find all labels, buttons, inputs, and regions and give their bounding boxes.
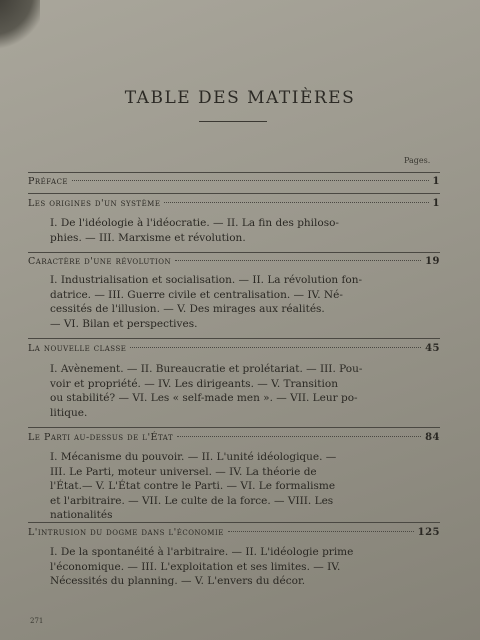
pages-column-label: Pages. bbox=[404, 156, 431, 165]
toc-entry-parti[interactable] bbox=[28, 432, 440, 443]
separator bbox=[28, 522, 440, 523]
entry-title: Caractère d'une révolution bbox=[28, 256, 172, 267]
entry-page-number: 1 bbox=[432, 176, 440, 187]
summary-line: phies. — III. Marxisme et révolution. bbox=[50, 231, 246, 244]
entry-title: La nouvelle classe bbox=[28, 343, 127, 354]
separator bbox=[28, 427, 440, 428]
summary-line: nationalités bbox=[50, 509, 113, 521]
separator bbox=[28, 338, 440, 339]
summary-line: ou stabilité? — VI. Les « self-made men ». — VII. Leur po- bbox=[50, 392, 358, 404]
entry-summary bbox=[50, 545, 416, 589]
toc-entry-origines[interactable] bbox=[28, 198, 440, 209]
summary-line: Nécessités du planning. — V. L'envers du décor. bbox=[50, 575, 306, 587]
entry-summary bbox=[50, 362, 416, 420]
entry-page-number: 45 bbox=[425, 343, 440, 354]
toc-entry-caractere[interactable] bbox=[28, 256, 440, 267]
page-number-footer: 271 bbox=[30, 617, 44, 625]
summary-line: I. Industrialisation et socialisation. — II. La révolution fon- bbox=[50, 274, 363, 286]
summary-line: l'économique. — III. L'exploitation et ses limites. — IV. bbox=[50, 560, 341, 573]
dot-leader bbox=[72, 180, 428, 181]
dot-leader bbox=[228, 531, 414, 532]
summary-line: I. Mécanisme du pouvoir. — II. L'unité idéologique. — bbox=[50, 451, 337, 463]
summary-line: cessités de l'illusion. — V. Des mirages aux réalités. bbox=[50, 303, 325, 315]
dot-leader bbox=[175, 260, 421, 261]
separator bbox=[28, 252, 440, 253]
title-rule bbox=[199, 121, 267, 122]
summary-line: datrice. — III. Guerre civile et centralisation. — IV. Né- bbox=[50, 288, 343, 301]
summary-line: et l'arbitraire. — VII. Le culte de la force. — VIII. Les bbox=[50, 494, 334, 507]
dot-leader bbox=[177, 436, 421, 437]
separator bbox=[28, 172, 440, 173]
summary-line: I. De la spontanéité à l'arbitraire. — II. L'idéologie prime bbox=[50, 546, 354, 558]
entry-title: Préface bbox=[28, 176, 69, 187]
toc-entry-nouvelle-classe[interactable] bbox=[28, 343, 440, 354]
dot-leader bbox=[130, 347, 421, 348]
entry-summary bbox=[50, 273, 416, 331]
entry-page-number: 84 bbox=[425, 432, 440, 443]
entry-page-number: 19 bbox=[425, 256, 440, 267]
toc-entry-intrusion[interactable] bbox=[28, 527, 440, 538]
summary-line: I. Avènement. — II. Bureaucratie et prolétariat. — III. Pou- bbox=[50, 363, 363, 375]
toc-entry-preface[interactable] bbox=[28, 176, 440, 187]
summary-line: voir et propriété. — IV. Les dirigeants. — V. Transition bbox=[50, 377, 338, 390]
entry-title: Le Parti au-dessus de l'État bbox=[28, 432, 174, 443]
entry-title: Les origines d'un système bbox=[28, 198, 161, 209]
separator bbox=[28, 193, 440, 194]
summary-line: litique. bbox=[50, 406, 88, 419]
entry-summary bbox=[50, 216, 416, 245]
entry-summary bbox=[50, 450, 416, 523]
shadow-corner bbox=[0, 0, 40, 50]
summary-line: l'État.— V. L'État contre le Parti. — VI. Le formalisme bbox=[50, 480, 336, 492]
summary-line: I. De l'idéologie à l'idéocratie. — II. La fin des philoso- bbox=[50, 217, 339, 229]
dot-leader bbox=[164, 202, 428, 203]
summary-line: III. Le Parti, moteur universel. — IV. La théorie de bbox=[50, 465, 317, 478]
entry-title: L'intrusion du dogme dans l'économie bbox=[28, 527, 224, 538]
summary-line: — VI. Bilan et perspectives. bbox=[50, 317, 198, 330]
entry-page-number: 1 bbox=[432, 198, 440, 209]
page-title: TABLE DES MATIÈRES bbox=[124, 88, 356, 108]
entry-page-number: 125 bbox=[417, 527, 440, 538]
